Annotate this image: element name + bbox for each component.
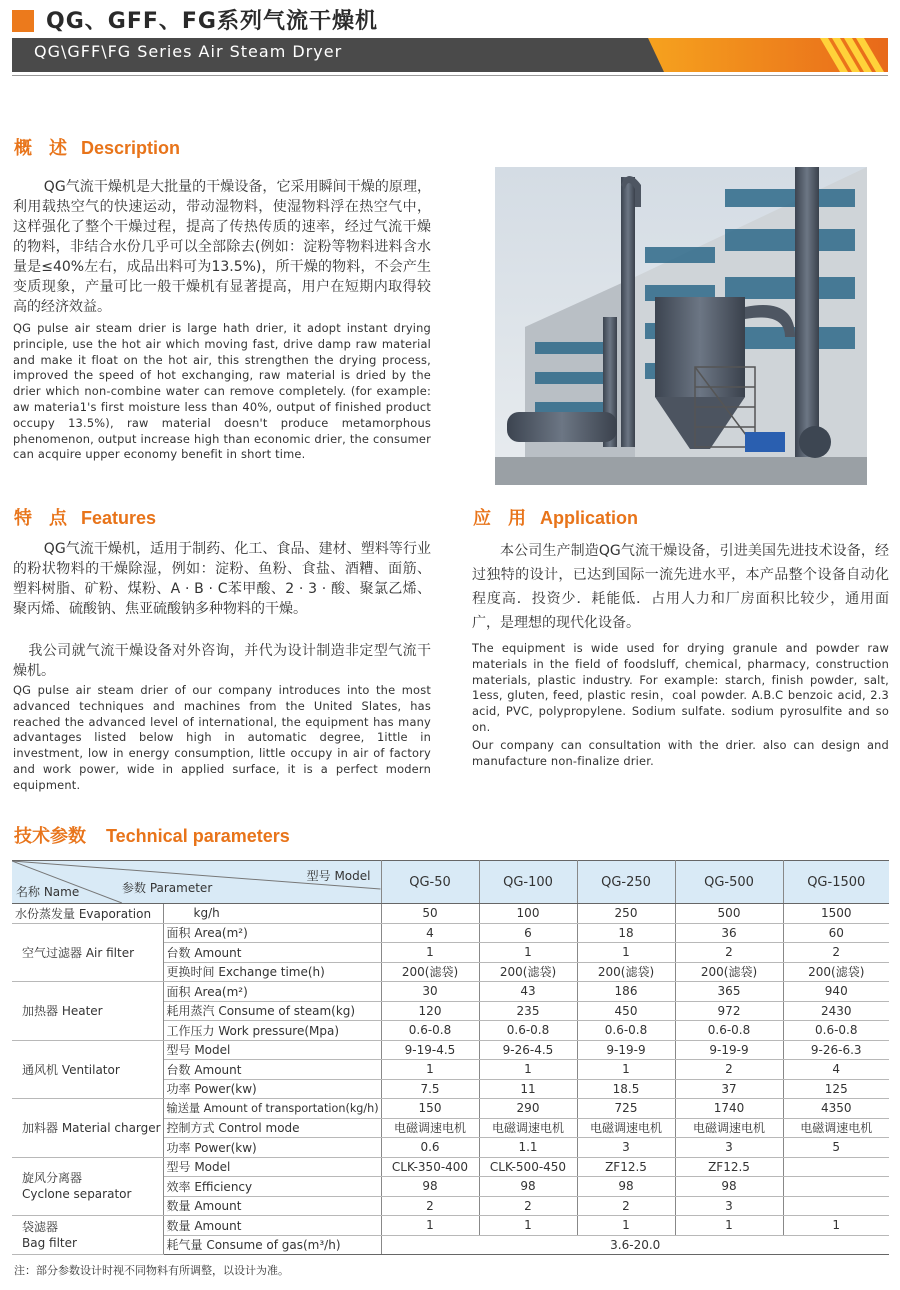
cell: 电磁调速电机 bbox=[479, 1118, 577, 1138]
cell: CLK-500-450 bbox=[479, 1157, 577, 1177]
cell: 1 bbox=[675, 1216, 783, 1236]
dryer-plant-photo bbox=[495, 167, 867, 485]
application-heading-cn: 应 用 bbox=[473, 508, 533, 528]
cell: 9-19-9 bbox=[675, 1040, 783, 1060]
param: 输送量 Amount of transportation(kg/h) bbox=[163, 1099, 381, 1119]
application-heading bbox=[473, 504, 638, 530]
features-heading-cn: 特 点 bbox=[14, 508, 74, 528]
param: 耗用蒸汽 Consume of steam(kg) bbox=[163, 1001, 381, 1021]
cell: 30 bbox=[381, 982, 479, 1002]
cell: 4350 bbox=[783, 1099, 889, 1119]
cell: 3 bbox=[675, 1196, 783, 1216]
cell: 250 bbox=[577, 904, 675, 924]
cell: 200(滤袋) bbox=[577, 962, 675, 982]
cell: 120 bbox=[381, 1001, 479, 1021]
cell: 7.5 bbox=[381, 1079, 479, 1099]
table-header-corner bbox=[12, 861, 381, 904]
cell: 4 bbox=[783, 1060, 889, 1080]
cell bbox=[783, 1157, 889, 1177]
cell: 290 bbox=[479, 1099, 577, 1119]
cell: 18 bbox=[577, 923, 675, 943]
table-row bbox=[12, 1157, 889, 1177]
param: 台数 Amount bbox=[163, 943, 381, 963]
model-col-1: QG-50 bbox=[381, 861, 479, 904]
cell: 9-26-6.3 bbox=[783, 1040, 889, 1060]
gas-consumption-cell: 3.6-20.0 bbox=[381, 1235, 889, 1255]
cell: 6 bbox=[479, 923, 577, 943]
cell: 1 bbox=[479, 1216, 577, 1236]
table-row bbox=[12, 1040, 889, 1060]
cell: 电磁调速电机 bbox=[675, 1118, 783, 1138]
param: 型号 Model bbox=[163, 1040, 381, 1060]
features-heading bbox=[14, 504, 156, 530]
cell: 98 bbox=[479, 1177, 577, 1197]
cell: 725 bbox=[577, 1099, 675, 1119]
description-heading-en: Description bbox=[81, 138, 181, 158]
cell: 1.1 bbox=[479, 1138, 577, 1158]
tech-table bbox=[12, 860, 889, 1255]
cell: 18.5 bbox=[577, 1079, 675, 1099]
cell: 1 bbox=[577, 1060, 675, 1080]
cell: 1 bbox=[381, 1216, 479, 1236]
param: 数量 Amount bbox=[163, 1216, 381, 1236]
param: 面积 Area(m²) bbox=[163, 923, 381, 943]
cell: 365 bbox=[675, 982, 783, 1002]
cell: 电磁调速电机 bbox=[783, 1118, 889, 1138]
cell: 98 bbox=[381, 1177, 479, 1197]
cell: 1 bbox=[381, 943, 479, 963]
cell: 2 bbox=[675, 943, 783, 963]
cell: 电磁调速电机 bbox=[381, 1118, 479, 1138]
table-row bbox=[12, 1099, 889, 1119]
features-cn-2: 我公司就气流干燥设备对外咨询，并代为设计制造非定型气流干燥机。 bbox=[13, 643, 431, 679]
group-cyclone-separator bbox=[12, 1157, 163, 1216]
tech-heading bbox=[14, 822, 290, 848]
bag-filter-name-cn: 袋滤器 bbox=[22, 1220, 59, 1234]
header-accent-square bbox=[12, 10, 34, 32]
cell: 200(滤袋) bbox=[675, 962, 783, 982]
group-heater: 加热器 Heater bbox=[12, 982, 163, 1041]
application-heading-en: Application bbox=[540, 508, 639, 528]
cell: 1 bbox=[479, 1060, 577, 1080]
header-model-label: 型号 Model bbox=[306, 869, 371, 883]
header-name-label: 名称 Name bbox=[16, 885, 80, 899]
table-row bbox=[12, 904, 889, 924]
cell: 100 bbox=[479, 904, 577, 924]
table-header-row bbox=[12, 861, 889, 904]
param: 功率 Power(kw) bbox=[163, 1079, 381, 1099]
cell: 0.6-0.8 bbox=[381, 1021, 479, 1041]
features-cn-1: QG气流干燥机，适用于制药、化工、食品、建材、塑料等行业的粉状物料的干燥除湿，例如：淀粉、鱼粉、食盐、酒糟、面筋、塑料树脂、矿粉、煤粉、A · B · C苯甲酸、2 · 3 · 酸、聚氯乙烯、聚丙烯、硫酸钠、焦亚硫酸钠多种物料的干燥。 bbox=[13, 541, 431, 617]
cell: ZF12.5 bbox=[675, 1157, 783, 1177]
param: 工作压力 Work pressure(Mpa) bbox=[163, 1021, 381, 1041]
header-parameter-label: 参数 Parameter bbox=[122, 881, 213, 895]
cell: 43 bbox=[479, 982, 577, 1002]
param: 更换时间 Exchange time(h) bbox=[163, 962, 381, 982]
cell: 2430 bbox=[783, 1001, 889, 1021]
application-en-1: The equipment is wide used for drying granule and powder raw materials in the field of foodsluff, chemical, pharmacy, construction materials, plastic industry. For example: starch, finish powder, salt, 1ess, gluten, feed, plastic resin，coal powder. A.B.C benzoic acid, 2.3 acid, PVC, polypropylene. Sodium sulfate. sodium pyrosulfite and so on. bbox=[472, 641, 889, 734]
param: 面积 Area(m²) bbox=[163, 982, 381, 1002]
param: 耗气量 Consume of gas(m³/h) bbox=[163, 1235, 381, 1255]
cell: 0.6-0.8 bbox=[783, 1021, 889, 1041]
cell: 235 bbox=[479, 1001, 577, 1021]
cell: 200(滤袋) bbox=[479, 962, 577, 982]
cell: 1 bbox=[577, 1216, 675, 1236]
param: 效率 Efficiency bbox=[163, 1177, 381, 1197]
cell: 60 bbox=[783, 923, 889, 943]
footnote: 注：部分参数设计时视不同物料有所调整，以设计为准。 bbox=[14, 1264, 289, 1277]
cell: ZF12.5 bbox=[577, 1157, 675, 1177]
cell: 2 bbox=[783, 943, 889, 963]
cell: 1 bbox=[479, 943, 577, 963]
cell: 186 bbox=[577, 982, 675, 1002]
table-row bbox=[12, 982, 889, 1002]
cell: 0.6-0.8 bbox=[479, 1021, 577, 1041]
cell: 1500 bbox=[783, 904, 889, 924]
page-title: QG、GFF、FG系列气流干燥机 bbox=[46, 9, 378, 34]
param: 型号 Model bbox=[163, 1157, 381, 1177]
param: 功率 Power(kw) bbox=[163, 1138, 381, 1158]
page-subtitle: QG\GFF\FG Series Air Steam Dryer bbox=[34, 42, 343, 61]
param: 台数 Amount bbox=[163, 1060, 381, 1080]
cell: 1 bbox=[381, 1060, 479, 1080]
cell: 500 bbox=[675, 904, 783, 924]
header-divider bbox=[12, 75, 888, 76]
cell: 9-19-9 bbox=[577, 1040, 675, 1060]
cell: 450 bbox=[577, 1001, 675, 1021]
group-ventilator: 通风机 Ventilator bbox=[12, 1040, 163, 1099]
cell: 125 bbox=[783, 1079, 889, 1099]
cell: 1740 bbox=[675, 1099, 783, 1119]
cell: 36 bbox=[675, 923, 783, 943]
description-heading bbox=[14, 134, 180, 160]
cell: 150 bbox=[381, 1099, 479, 1119]
group-air-filter: 空气过滤器 Air filter bbox=[12, 923, 163, 982]
description-heading-cn: 概 述 bbox=[14, 138, 74, 158]
cell: 3 bbox=[675, 1138, 783, 1158]
cell: 4 bbox=[381, 923, 479, 943]
cell: 0.6 bbox=[381, 1138, 479, 1158]
cell bbox=[783, 1196, 889, 1216]
tech-heading-en: Technical parameters bbox=[106, 826, 290, 846]
group-bag-filter bbox=[12, 1216, 163, 1255]
cell: 98 bbox=[675, 1177, 783, 1197]
cell: CLK-350-400 bbox=[381, 1157, 479, 1177]
row-name-evaporation: 水份蒸发量 Evaporation bbox=[12, 904, 163, 924]
cell: 0.6-0.8 bbox=[577, 1021, 675, 1041]
application-cn: 本公司生产制造QG气流干燥设备，引进美国先进技术设备，经过独特的设计，已达到国际一流先进水平，本产品整个设备自动化程度高．投资少．耗能低．占用人力和厂房面积比较少，通用面广，是理想的现代化设备。 bbox=[472, 543, 889, 631]
cell: 9-26-4.5 bbox=[479, 1040, 577, 1060]
cell: 1 bbox=[783, 1216, 889, 1236]
cell: 11 bbox=[479, 1079, 577, 1099]
cell: 5 bbox=[783, 1138, 889, 1158]
cell: 3 bbox=[577, 1138, 675, 1158]
cell: 2 bbox=[479, 1196, 577, 1216]
cyclone-name-en: Cyclone separator bbox=[22, 1187, 132, 1202]
cell: 200(滤袋) bbox=[381, 962, 479, 982]
cell: 1 bbox=[577, 943, 675, 963]
cell: 2 bbox=[577, 1196, 675, 1216]
application-en-2: Our company can consultation with the drier. also can design and manufacture non-finalize drier. bbox=[472, 738, 889, 768]
cell: 98 bbox=[577, 1177, 675, 1197]
param: 控制方式 Control mode bbox=[163, 1118, 381, 1138]
description-cn: QG气流干燥机是大批量的干燥设备，它采用瞬间干燥的原理，利用载热空气的快速运动，带动湿物料，使湿物料浮在热空气中，这样强化了整个干燥过程，提高了传热传质的速率，经过气流干燥的物料，非结合水份几乎可以全部除去(例如：淀粉等物料进料含水量是≤40%左右，成品出料可为13.5%)，所干燥的物料，不会产生变质现象，产量可比一般干燥机有显著提高，用户在短期内取得较高的经济效益。 bbox=[13, 179, 431, 315]
tech-heading-cn: 技术参数 bbox=[14, 826, 86, 846]
cell: 37 bbox=[675, 1079, 783, 1099]
cell: 2 bbox=[381, 1196, 479, 1216]
cell: 940 bbox=[783, 982, 889, 1002]
cell: 972 bbox=[675, 1001, 783, 1021]
cell: 电磁调速电机 bbox=[577, 1118, 675, 1138]
cell: 50 bbox=[381, 904, 479, 924]
model-col-3: QG-250 bbox=[577, 861, 675, 904]
cell: 0.6-0.8 bbox=[675, 1021, 783, 1041]
cyclone-name-cn: 旋风分离器 bbox=[22, 1171, 83, 1186]
description-en: QG pulse air steam drier is large hath drier, it adopt instant drying principle, use the hot air which moving fast, drive damp raw material and make it float on the hot air, this strengthen the drying process, improved the speed of hot exchanging, raw material is dried by the drier which non-combine water can remove completely. (for example: aw materia1's first moisture less than 40%, output of finished product occupy 13.5%), raw material doesn't produce metamorphous phenomenon, output increase high than economic drier, the consumer can acquire upper economy benefit in short time. bbox=[13, 321, 431, 462]
features-heading-en: Features bbox=[81, 508, 157, 528]
cell bbox=[783, 1177, 889, 1197]
model-col-4: QG-500 bbox=[675, 861, 783, 904]
features-en: QG pulse air steam drier of our company introduces into the most advanced techniques and machines from the United Slates, has reached the advanced level of international, the equipment has many advantages listed below high in automatic degree, 1ittle in investment, low in energy consumption, little occupy in air of factory and work power, wide in applied surface, it is a perfect modern equipment. bbox=[13, 683, 431, 792]
row-unit-evaporation: kg/h bbox=[163, 904, 381, 924]
param: 数量 Amount bbox=[163, 1196, 381, 1216]
cell: 200(滤袋) bbox=[783, 962, 889, 982]
group-material-charger: 加料器 Material charger bbox=[12, 1099, 163, 1158]
model-col-5: QG-1500 bbox=[783, 861, 889, 904]
cell: 9-19-4.5 bbox=[381, 1040, 479, 1060]
table-row bbox=[12, 1216, 889, 1236]
model-col-2: QG-100 bbox=[479, 861, 577, 904]
table-row bbox=[12, 923, 889, 943]
cell: 2 bbox=[675, 1060, 783, 1080]
bag-filter-name-en: Bag filter bbox=[22, 1236, 77, 1250]
